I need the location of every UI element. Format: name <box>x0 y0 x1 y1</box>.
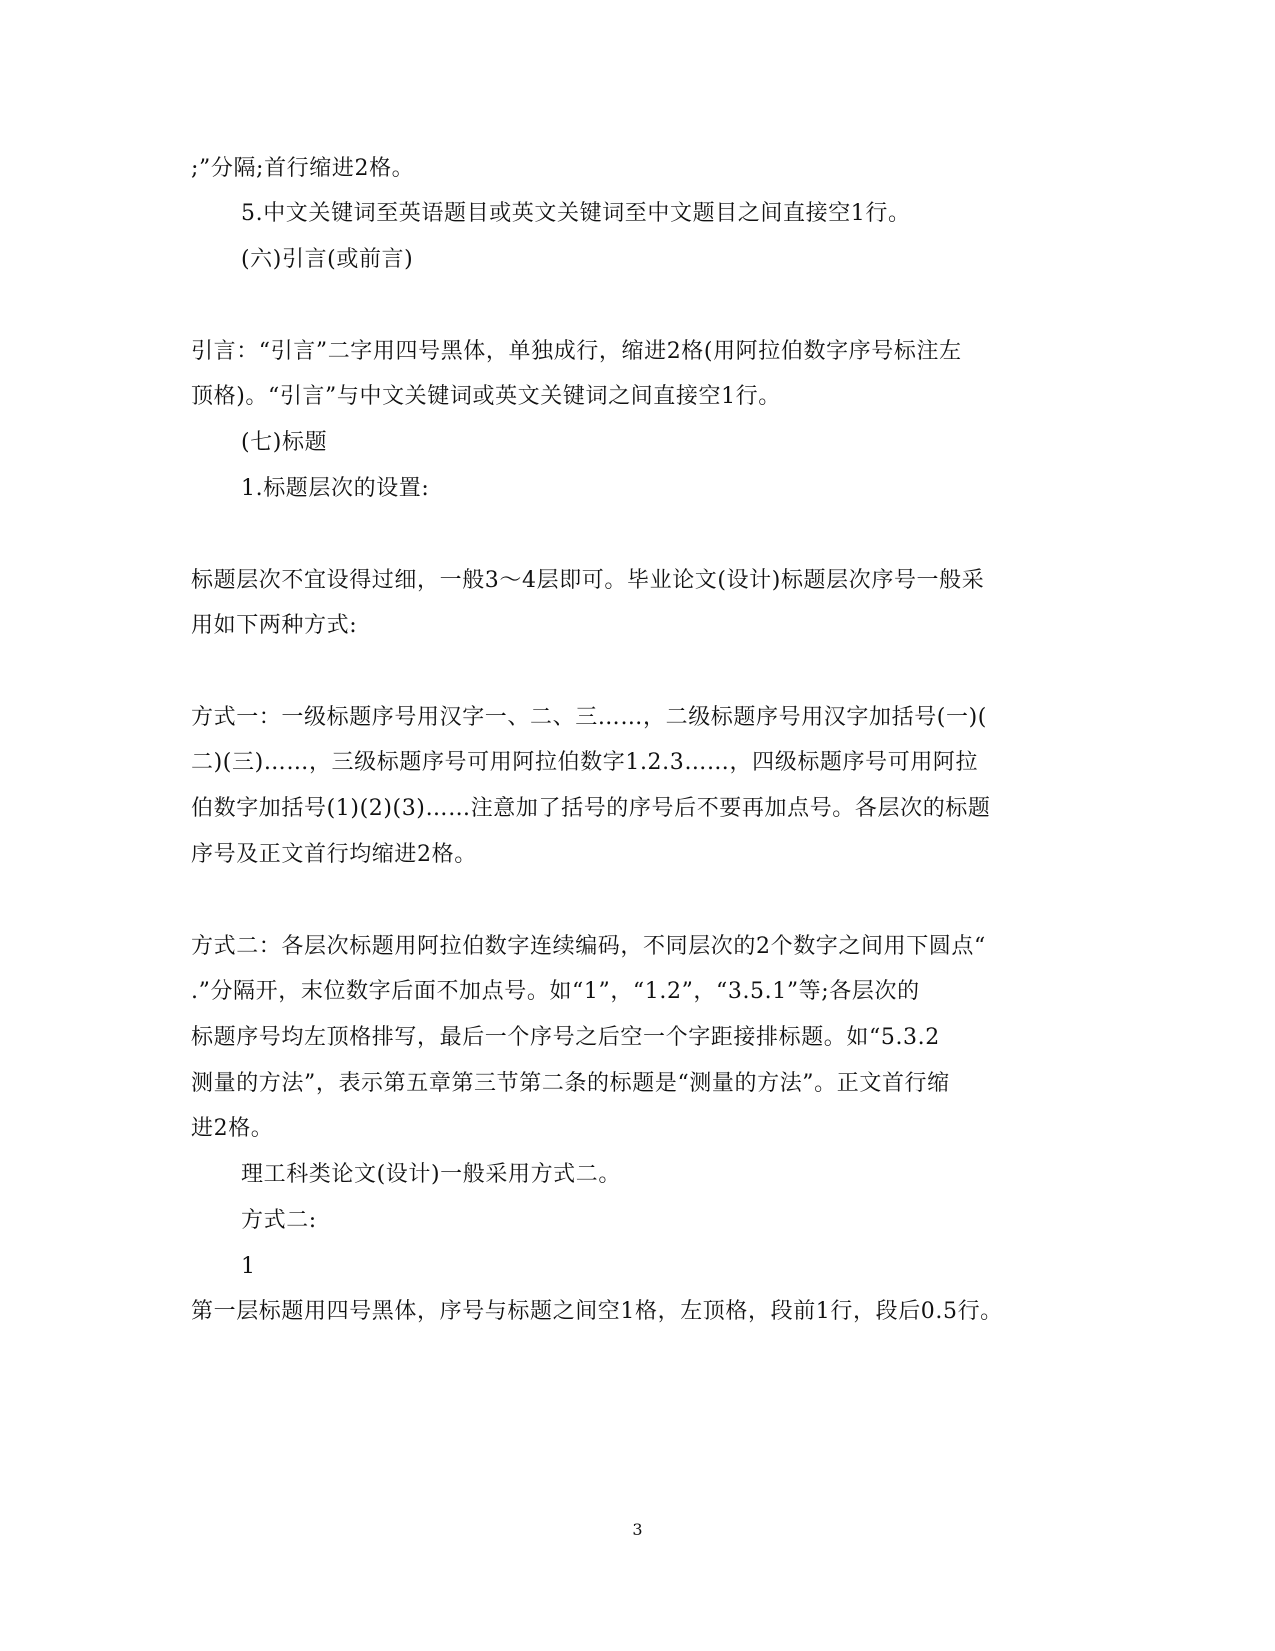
paragraph-line: 测量的方法”，表示第五章第三节第二条的标题是“测量的方法”。正文首行缩 <box>191 1071 950 1096</box>
section-heading-7: (七)标题 <box>241 430 328 455</box>
paragraph-line: 伯数字加括号(1)(2)(3)……注意加了括号的序号后不要再加点号。各层次的标题 <box>191 796 991 821</box>
paragraph-line: 进2格。 <box>191 1116 274 1141</box>
paragraph-line: .”分隔开，末位数字后面不加点号。如“1”，“1.2”，“3.5.1”等;各层次的 <box>191 979 920 1004</box>
paragraph-line: 序号及正文首行均缩进2格。 <box>191 842 477 867</box>
list-item-5: 5.中文关键词至英语题目或英文关键词至中文题目之间直接空1行。 <box>241 201 911 226</box>
page-number: 3 <box>632 1520 643 1539</box>
section-heading-6: (六)引言(或前言) <box>241 247 414 272</box>
subheading-1: 1.标题层次的设置: <box>241 476 430 501</box>
paragraph-line: 标题序号均左顶格排写，最后一个序号之后空一个字距接排标题。如“5.3.2 <box>191 1025 940 1050</box>
subheading-method-two: 方式二: <box>241 1208 317 1233</box>
paragraph-line: 用如下两种方式: <box>191 613 358 638</box>
paragraph-line: 理工科类论文(设计)一般采用方式二。 <box>241 1162 621 1187</box>
paragraph-line: 二)(三)……，三级标题序号可用阿拉伯数字1.2.3……，四级标题序号可用阿拉 <box>191 750 979 775</box>
paragraph-line: 标题层次不宜设得过细，一般3～4层即可。毕业论文(设计)标题层次序号一般采 <box>191 568 985 593</box>
paragraph-line: 方式二：各层次标题用阿拉伯数字连续编码，不同层次的2个数字之间用下圆点“ <box>191 934 986 959</box>
paragraph-line: 第一层标题用四号黑体，序号与标题之间空1格，左顶格，段前1行，段后0.5行。 <box>191 1299 1003 1324</box>
heading-number: 1 <box>241 1254 256 1279</box>
paragraph-line: 引言：“引言”二字用四号黑体，单独成行，缩进2格(用阿拉伯数字序号标注左 <box>191 339 962 364</box>
text-line: ;”分隔;首行缩进2格。 <box>191 156 415 181</box>
paragraph-line: 方式一：一级标题序号用汉字一、二、三……，二级标题序号用汉字加括号(一)( <box>191 705 987 730</box>
paragraph-line: 顶格)。“引言”与中文关键词或英文关键词之间直接空1行。 <box>191 384 781 409</box>
